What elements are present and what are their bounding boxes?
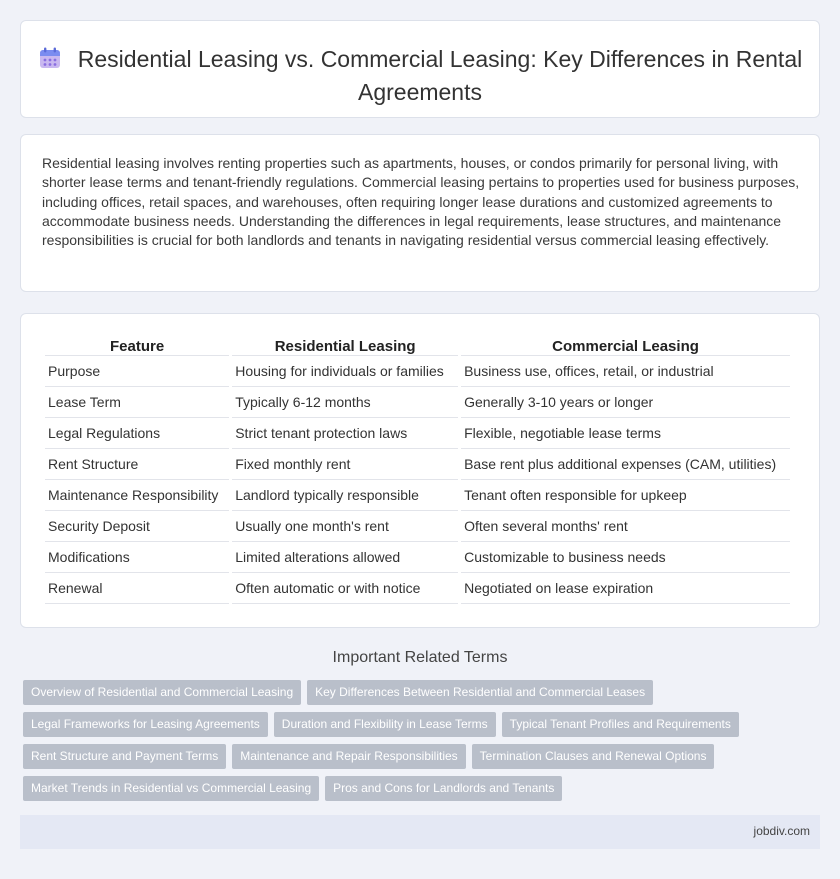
residential-cell: Strict tenant protection laws <box>232 418 458 449</box>
chip-row <box>23 744 823 776</box>
table-row <box>45 387 790 418</box>
table-header-row <box>45 334 790 356</box>
chip-row <box>23 776 823 808</box>
residential-cell: Usually one month's rent <box>232 511 458 542</box>
residential-cell: Housing for individuals or families <box>232 356 458 387</box>
related-term-chip[interactable]: Rent Structure and Payment Terms <box>23 744 226 769</box>
footer-bar <box>20 815 820 849</box>
feature-cell: Rent Structure <box>45 449 229 480</box>
table-row <box>45 511 790 542</box>
residential-cell: Limited alterations allowed <box>232 542 458 573</box>
footer-brand[interactable]: jobdiv.com <box>753 824 810 838</box>
residential-cell: Landlord typically responsible <box>232 480 458 511</box>
comparison-card <box>20 313 820 628</box>
related-term-chip[interactable]: Legal Frameworks for Leasing Agreements <box>23 712 268 737</box>
commercial-cell: Tenant often responsible for upkeep <box>461 480 790 511</box>
feature-cell: Lease Term <box>45 387 229 418</box>
commercial-cell: Often several months' rent <box>461 511 790 542</box>
table-row <box>45 542 790 573</box>
residential-cell: Typically 6-12 months <box>232 387 458 418</box>
related-term-chip[interactable]: Duration and Flexibility in Lease Terms <box>274 712 496 737</box>
residential-cell: Fixed monthly rent <box>232 449 458 480</box>
commercial-cell: Flexible, negotiable lease terms <box>461 418 790 449</box>
calendar-icon <box>38 46 62 77</box>
related-term-chip[interactable]: Overview of Residential and Commercial Leasing <box>23 680 301 705</box>
related-term-chip[interactable]: Market Trends in Residential vs Commercial Leasing <box>23 776 319 801</box>
table-row <box>45 356 790 387</box>
feature-cell: Purpose <box>45 356 229 387</box>
intro-paragraph: Residential leasing involves renting properties such as apartments, houses, or condos primarily for personal living, with shorter lease terms and tenant-friendly regulations. Commercial leasing pertains to properties used for business purposes, including offices, retail spaces, and warehouses, often requiring longer lease durations and customized agreements to accommodate business needs. Understanding the differences in legal requirements, lease structures, and maintenance responsibilities is crucial for both landlords and tenants in navigating residential versus commercial leasing effectively. <box>42 155 800 249</box>
feature-cell: Security Deposit <box>45 511 229 542</box>
header-card <box>20 20 820 118</box>
feature-cell: Renewal <box>45 573 229 604</box>
table-row <box>45 573 790 604</box>
header-feature: Feature <box>45 334 229 356</box>
related-term-chip[interactable]: Pros and Cons for Landlords and Tenants <box>325 776 562 801</box>
header-commercial: Commercial Leasing <box>461 334 790 356</box>
table-row <box>45 449 790 480</box>
feature-cell: Modifications <box>45 542 229 573</box>
chip-row <box>23 680 823 712</box>
feature-cell: Legal Regulations <box>45 418 229 449</box>
related-term-chip[interactable]: Typical Tenant Profiles and Requirements <box>502 712 739 737</box>
page-title: Residential Leasing vs. Commercial Leasing: Key Differences in Rental Agreements <box>77 46 803 105</box>
chip-row <box>23 712 823 744</box>
residential-cell: Often automatic or with notice <box>232 573 458 604</box>
table-row <box>45 480 790 511</box>
page-title-wrap <box>21 44 819 107</box>
commercial-cell: Negotiated on lease expiration <box>461 573 790 604</box>
commercial-cell: Generally 3-10 years or longer <box>461 387 790 418</box>
related-terms-list <box>23 680 823 808</box>
commercial-cell: Base rent plus additional expenses (CAM, utilities) <box>461 449 790 480</box>
header-residential: Residential Leasing <box>232 334 458 356</box>
feature-cell: Maintenance Responsibility <box>45 480 229 511</box>
commercial-cell: Customizable to business needs <box>461 542 790 573</box>
table-row <box>45 418 790 449</box>
comparison-table <box>42 334 793 604</box>
related-terms-title: Important Related Terms <box>332 649 508 666</box>
related-term-chip[interactable]: Key Differences Between Residential and Commercial Leases <box>307 680 653 705</box>
related-term-chip[interactable]: Termination Clauses and Renewal Options <box>472 744 715 769</box>
intro-card <box>20 134 820 292</box>
commercial-cell: Business use, offices, retail, or industrial <box>461 356 790 387</box>
related-term-chip[interactable]: Maintenance and Repair Responsibilities <box>232 744 465 769</box>
